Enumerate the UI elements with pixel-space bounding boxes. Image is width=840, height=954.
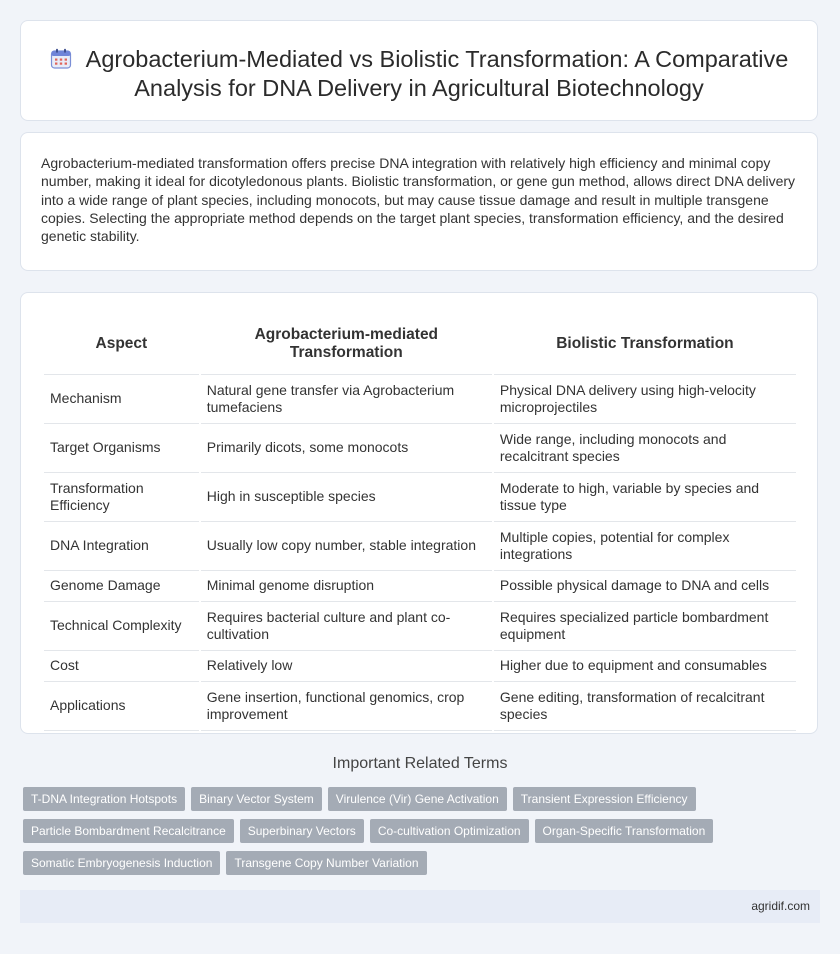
comparison-table (42, 313, 798, 731)
biolistic-cell: Gene editing, transformation of recalcitrant species (494, 682, 796, 731)
aspect-cell: Target Organisms (44, 424, 199, 473)
column-header-biolistic: Biolistic Transformation (494, 313, 796, 375)
aspect-cell: Transformation Efficiency (44, 473, 199, 522)
biolistic-cell: Multiple copies, potential for complex integrations (494, 522, 796, 571)
page-title-text: Agrobacterium-Mediated vs Biolistic Transformation: A Comparative Analysis for DNA Delivery in Agricultural Biotechnology (85, 46, 789, 101)
aspect-cell: Genome Damage (44, 571, 199, 602)
agrobacterium-cell: Requires bacterial culture and plant co-cultivation (201, 602, 492, 651)
intro-paragraph: Agrobacterium-mediated transformation offers precise DNA integration with relatively high efficiency and minimal copy number, making it ideal for dicotyledonous plants. Biolistic transformation, or gene gun method, allows direct DNA delivery into a wide range of plant species, including monocots, but may cause tissue damage and result in multiple transgene copies. Selecting the appropriate method depends on the target plant species, transformation efficiency, and the desired genetic stability. (41, 155, 796, 245)
biolistic-cell: Moderate to high, variable by species and tissue type (494, 473, 796, 522)
related-term-tag[interactable]: Virulence (Vir) Gene Activation (328, 787, 507, 811)
agrobacterium-cell: Minimal genome disruption (201, 571, 492, 602)
biolistic-cell: Possible physical damage to DNA and cells (494, 571, 796, 602)
related-term-tag[interactable]: Somatic Embryogenesis Induction (23, 851, 220, 875)
table-header-row (44, 313, 796, 375)
title-card (20, 20, 818, 121)
column-header-agrobacterium: Agrobacterium-mediated Transformation (201, 313, 492, 375)
related-term-tag[interactable]: Transient Expression Efficiency (513, 787, 696, 811)
related-terms-heading: Important Related Terms (332, 755, 508, 772)
biolistic-cell: Requires specialized particle bombardment equipment (494, 602, 796, 651)
agrobacterium-cell: Usually low copy number, stable integration (201, 522, 492, 571)
table-row (44, 473, 796, 522)
related-term-tag[interactable]: Particle Bombardment Recalcitrance (23, 819, 234, 843)
aspect-cell: Applications (44, 682, 199, 731)
table-row (44, 682, 796, 731)
table-row (44, 424, 796, 473)
table-row (44, 602, 796, 651)
table-row (44, 375, 796, 424)
related-terms-list (23, 787, 723, 883)
biolistic-cell: Physical DNA delivery using high-velocity microprojectiles (494, 375, 796, 424)
footer-site-link[interactable]: agridif.com (751, 899, 810, 913)
tag-row (23, 851, 723, 875)
table-row (44, 571, 796, 602)
aspect-cell: Technical Complexity (44, 602, 199, 651)
agrobacterium-cell: High in susceptible species (201, 473, 492, 522)
related-term-tag[interactable]: T-DNA Integration Hotspots (23, 787, 185, 811)
intro-card (20, 132, 818, 271)
tag-row (23, 819, 723, 843)
related-term-tag[interactable]: Co-cultivation Optimization (370, 819, 529, 843)
agrobacterium-cell: Gene insertion, functional genomics, crop improvement (201, 682, 492, 731)
biolistic-cell: Higher due to equipment and consumables (494, 651, 796, 682)
calendar-icon (50, 48, 72, 70)
agrobacterium-cell: Relatively low (201, 651, 492, 682)
biolistic-cell: Wide range, including monocots and recalcitrant species (494, 424, 796, 473)
related-term-tag[interactable]: Superbinary Vectors (240, 819, 364, 843)
footer-bar (20, 890, 820, 923)
aspect-cell: Mechanism (44, 375, 199, 424)
table-row (44, 651, 796, 682)
related-term-tag[interactable]: Binary Vector System (191, 787, 322, 811)
aspect-cell: Cost (44, 651, 199, 682)
comparison-card (20, 292, 818, 734)
column-header-aspect: Aspect (44, 313, 199, 375)
page-title (21, 21, 817, 103)
aspect-cell: DNA Integration (44, 522, 199, 571)
related-term-tag[interactable]: Transgene Copy Number Variation (226, 851, 426, 875)
related-term-tag[interactable]: Organ-Specific Transformation (535, 819, 714, 843)
tag-row (23, 787, 723, 811)
agrobacterium-cell: Natural gene transfer via Agrobacterium tumefaciens (201, 375, 492, 424)
agrobacterium-cell: Primarily dicots, some monocots (201, 424, 492, 473)
table-row (44, 522, 796, 571)
